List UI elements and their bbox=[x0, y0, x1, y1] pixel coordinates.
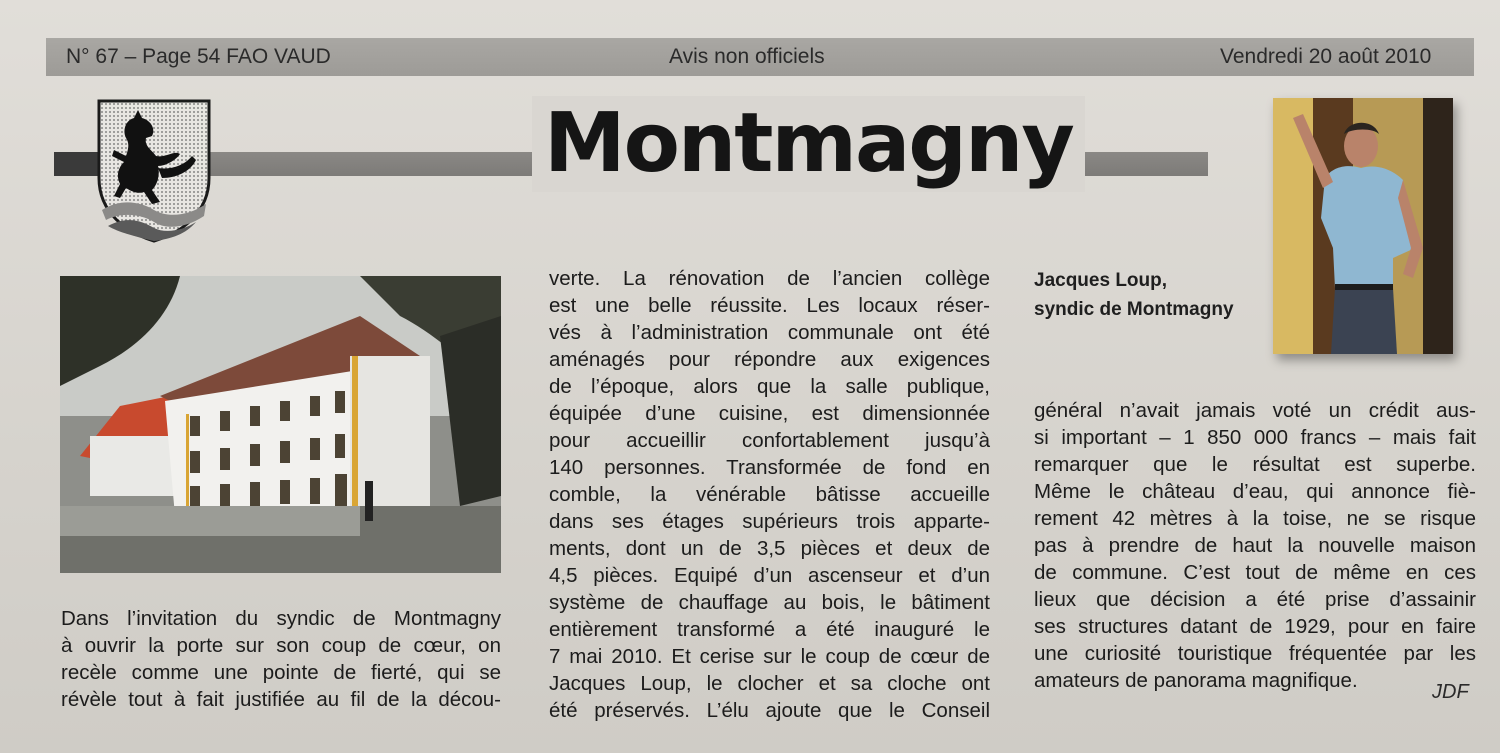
text-line: de commune. C’est tout de même en ces bbox=[1034, 561, 1476, 584]
text-line: de l’époque, alors que la salle publique, bbox=[549, 375, 990, 398]
author-signature: JDF bbox=[1432, 681, 1469, 703]
text-line: 7 mai 2010. Et cerise sur le coup de cœur de bbox=[549, 645, 990, 668]
text-line: 4,5 pièces. Equipé d’un ascenseur et d’un bbox=[549, 564, 990, 587]
text-line: remarquer que le résultat est superbe. bbox=[1034, 453, 1476, 476]
text-line: si important – 1 850 000 francs – mais fait bbox=[1034, 426, 1476, 449]
text-line: 140 personnes. Transformée de fond en bbox=[549, 456, 990, 479]
caption-name: Jacques Loup, bbox=[1034, 270, 1168, 291]
text-line: verte. La rénovation de l’ancien collège bbox=[549, 267, 990, 290]
caption-role: syndic de Montmagny bbox=[1034, 299, 1234, 320]
article-column-right bbox=[1034, 397, 1476, 694]
text-line: ments, dont un de 3,5 pièces et deux de bbox=[549, 537, 990, 560]
text-line: amateurs de panorama magnifique. bbox=[1034, 669, 1358, 692]
article-column-middle bbox=[549, 265, 990, 724]
text-line: est une belle réussite. Les locaux réser- bbox=[549, 294, 990, 317]
text-line: Même le château d’eau, qui annonce fiè- bbox=[1034, 480, 1476, 503]
text-line: système de chauffage au bois, le bâtiment bbox=[549, 591, 990, 614]
text-line: à ouvrir la porte sur son coup de cœur, on bbox=[61, 634, 501, 657]
text-line: aménagés pour répondre aux exigences bbox=[549, 348, 990, 371]
text-line: Jacques Loup, le clocher et sa cloche ont bbox=[549, 672, 990, 695]
wolf-crest-icon bbox=[96, 98, 212, 244]
article-column-left bbox=[61, 605, 501, 713]
text-line: général n’avait jamais voté un crédit aus- bbox=[1034, 399, 1476, 422]
text-line: dans ses étages supérieurs trois apparte- bbox=[549, 510, 990, 533]
page-title: Montmagny bbox=[532, 96, 1085, 192]
section-label: Avis non officiels bbox=[669, 45, 825, 68]
text-line: lieux que décision a été prise d’assainir bbox=[1034, 588, 1476, 611]
text-line: recèle comme une pointe de fierté, qui se bbox=[61, 661, 501, 684]
portrait-photo bbox=[1273, 98, 1453, 354]
text-line: entièrement transformé a été inauguré le bbox=[549, 618, 990, 641]
building-photo bbox=[60, 276, 501, 573]
text-line: été préservés. L’élu ajoute que le Conseil bbox=[549, 699, 990, 722]
text-line: pas à prendre de haut la nouvelle maison bbox=[1034, 534, 1476, 557]
text-line: révèle tout à fait justifiée au fil de la décou- bbox=[61, 688, 501, 711]
text-line: Dans l’invitation du syndic de Montmagny bbox=[61, 607, 501, 630]
text-line: équipée d’une cuisine, est dimensionnée bbox=[549, 402, 990, 425]
date-label: Vendredi 20 août 2010 bbox=[1220, 45, 1432, 68]
issue-label: N° 67 – Page 54 FAO VAUD bbox=[66, 45, 331, 68]
text-line: vés à l’administration communale ont été bbox=[549, 321, 990, 344]
photo-caption bbox=[1034, 266, 1234, 324]
text-line: rement 42 mètres à la toise, ne se risque bbox=[1034, 507, 1476, 530]
text-line: comble, la vénérable bâtisse accueille bbox=[549, 483, 990, 506]
text-line: une curiosité touristique fréquentée par les bbox=[1034, 642, 1476, 665]
text-line: pour accueillir confortablement jusqu’à bbox=[549, 429, 990, 452]
text-line: ses structures datant de 1929, pour en faire bbox=[1034, 615, 1476, 638]
